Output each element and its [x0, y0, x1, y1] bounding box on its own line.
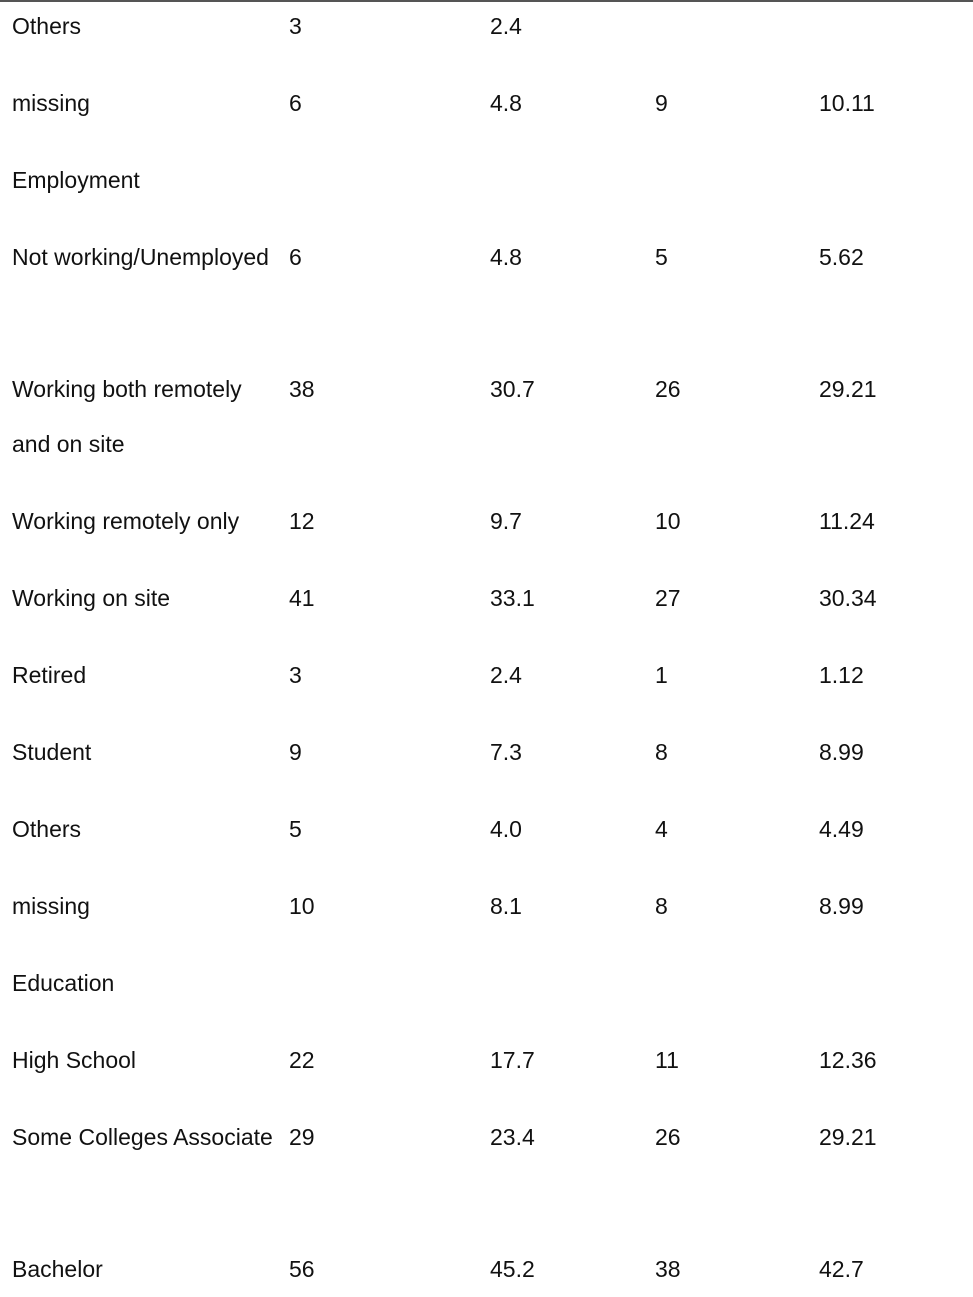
row-label: Some Colleges Associate: [12, 1124, 273, 1150]
row-label: Working remotely only: [12, 508, 240, 534]
percent-group-2: 8.99: [819, 739, 864, 765]
count-group-1: 38: [289, 376, 315, 402]
count-group-1: 3: [289, 13, 302, 39]
percent-group-1: 4.0: [490, 816, 522, 842]
count-group-2: 38: [655, 1256, 681, 1282]
percent-group-2: 29.21: [819, 376, 877, 402]
count-group-1: 5: [289, 816, 302, 842]
percent-group-2: 1.12: [819, 662, 864, 688]
section-heading: Employment: [12, 167, 140, 193]
count-group-1: 10: [289, 893, 315, 919]
percent-group-1: 45.2: [490, 1256, 535, 1282]
row-label: Working both remotely and on site: [12, 376, 242, 457]
count-group-1: 6: [289, 90, 302, 116]
percent-group-1: 30.7: [490, 376, 535, 402]
percent-group-2: 29.21: [819, 1124, 877, 1150]
count-group-1: 9: [289, 739, 302, 765]
count-group-2: 9: [655, 90, 668, 116]
count-group-1: 56: [289, 1256, 315, 1282]
count-group-2: 1: [655, 662, 668, 688]
percent-group-1: 8.1: [490, 893, 522, 919]
percent-group-1: 17.7: [490, 1047, 535, 1073]
row-label: missing: [12, 90, 90, 116]
percent-group-2: 5.62: [819, 244, 864, 270]
row-label: High School: [12, 1047, 137, 1073]
percent-group-1: 2.4: [490, 13, 522, 39]
row-label: Bachelor: [12, 1256, 103, 1282]
percent-group-2: 30.34: [819, 585, 877, 611]
percent-group-2: 11.24: [819, 508, 875, 534]
count-group-2: 11: [655, 1047, 679, 1073]
percent-group-2: 10.11: [819, 90, 875, 116]
percent-group-2: 4.49: [819, 816, 864, 842]
row-label: Student: [12, 739, 92, 765]
count-group-2: 26: [655, 376, 681, 402]
row-label: Working on site: [12, 585, 171, 611]
percent-group-1: 9.7: [490, 508, 522, 534]
percent-group-1: 23.4: [490, 1124, 535, 1150]
count-group-2: 27: [655, 585, 681, 611]
count-group-2: 4: [655, 816, 668, 842]
row-label: Others: [12, 816, 82, 842]
count-group-2: 5: [655, 244, 668, 270]
percent-group-1: 2.4: [490, 662, 522, 688]
percent-group-1: 4.8: [490, 90, 522, 116]
row-label: Retired: [12, 662, 87, 688]
percent-group-1: 4.8: [490, 244, 522, 270]
count-group-1: 6: [289, 244, 302, 270]
count-group-1: 41: [289, 585, 315, 611]
percent-group-1: 7.3: [490, 739, 522, 765]
count-group-2: 8: [655, 893, 668, 919]
count-group-1: 22: [289, 1047, 315, 1073]
percent-group-2: 42.7: [819, 1256, 864, 1282]
row-label: missing: [12, 893, 90, 919]
count-group-1: 29: [289, 1124, 315, 1150]
count-group-2: 26: [655, 1124, 681, 1150]
row-label: Others: [12, 13, 82, 39]
count-group-2: 8: [655, 739, 668, 765]
percent-group-2: 12.36: [819, 1047, 877, 1073]
percent-group-1: 33.1: [490, 585, 535, 611]
section-heading: Education: [12, 970, 115, 996]
row-label: Not working/Unemployed: [12, 244, 269, 270]
count-group-1: 12: [289, 508, 315, 534]
count-group-1: 3: [289, 662, 302, 688]
count-group-2: 10: [655, 508, 681, 534]
percent-group-2: 8.99: [819, 893, 864, 919]
